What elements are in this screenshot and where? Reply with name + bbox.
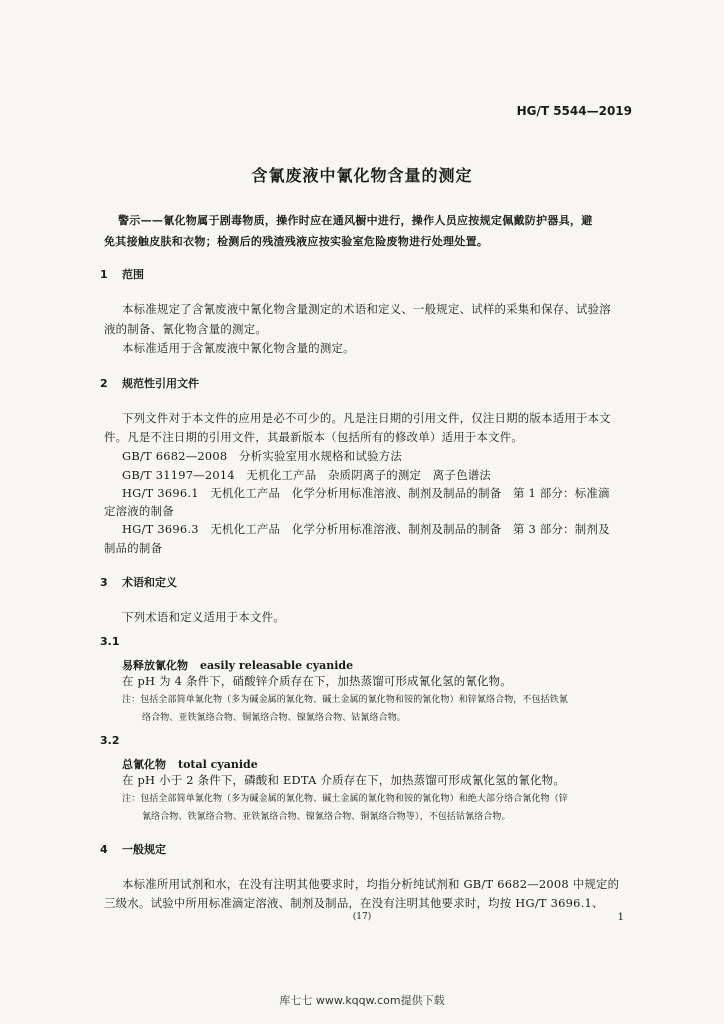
paragraph-line: 液的制备、氰化物含量的测定。 bbox=[104, 322, 267, 336]
section-title: 范围 bbox=[122, 268, 144, 281]
term-definition: 在 pH 为 4 条件下，硝酸锌介质存在下，加热蒸馏可形成氰化氢的氰化物。 bbox=[122, 674, 512, 688]
section-title: 规范性引用文件 bbox=[122, 377, 199, 390]
clause-number-3-2: 3.2 bbox=[100, 734, 120, 747]
paragraph-line: 件。凡是不注日期的引用文件，其最新版本（包括所有的修改单）适用于本文件。 bbox=[104, 430, 524, 444]
term-note: 注：包括全部简单氰化物（多为碱金属的氰化物、碱土金属的氰化物和铵的氰化物）和锌氰络合物，不包括铁氰 bbox=[122, 695, 568, 705]
term-3-1 bbox=[122, 657, 353, 673]
reference-item: HG/T 3696.1 无机化工产品 化学分析用标准溶液、制剂及制品的制备 第 1 部分：标准滴 bbox=[122, 486, 610, 500]
section-number: 2 bbox=[100, 377, 108, 390]
page-title: 含氰废液中氰化物含量的测定 bbox=[251, 166, 473, 185]
term-en: total cyanide bbox=[178, 758, 258, 771]
term-cn: 易释放氰化物 bbox=[122, 659, 188, 672]
term-en: easily releasable cyanide bbox=[200, 659, 354, 672]
paragraph-line: 本标准适用于含氰废液中氰化物含量的测定。 bbox=[122, 341, 355, 355]
reference-item: HG/T 3696.3 无机化工产品 化学分析用标准溶液、制剂及制品的制备 第 3 部分：制剂及 bbox=[122, 522, 610, 536]
page-label: (17) bbox=[352, 912, 372, 922]
section-title: 术语和定义 bbox=[122, 576, 177, 589]
warning-line-1: 警示——氰化物属于剧毒物质，操作时应在通风橱中进行，操作人员应按规定佩戴防护器具，避 bbox=[118, 214, 593, 227]
section-3-heading bbox=[100, 574, 177, 590]
section-number: 3 bbox=[100, 576, 108, 589]
reference-item-cont: 定溶液的制备 bbox=[104, 504, 174, 518]
section-1-heading bbox=[100, 266, 144, 282]
paragraph-line: 本标准规定了含氰废液中氰化物含量测定的术语和定义、一般规定、试样的采集和保存、试验溶 bbox=[122, 302, 611, 316]
download-watermark: 库七七 www.kqqw.com提供下载 bbox=[279, 994, 445, 1007]
paragraph-line: 下列文件对于本文件的应用是必不可少的。凡是注日期的引用文件，仅注日期的版本适用于本文 bbox=[122, 411, 611, 425]
warning-line-2: 免其接触皮肤和衣物；检测后的残渣残液应按实验室危险废物进行处理处置。 bbox=[104, 235, 489, 248]
paragraph-line: 三级水。试验中所用标准滴定溶液、制剂及制品，在没有注明其他要求时，均按 HG/T 3696.1、 bbox=[104, 896, 604, 910]
reference-item: GB/T 31197—2014 无机化工产品 杂质阴离子的测定 离子色谱法 bbox=[122, 468, 491, 482]
term-note: 注：包括全部简单氰化物（多为碱金属的氰化物、碱土金属的氰化物和铵的氰化物）和绝大部分络合氰化物（锌 bbox=[122, 794, 568, 804]
term-note-cont: 氰络合物、铁氰络合物、亚铁氰络合物、镍氰络合物、铜氰络合物等），不包括钴氰络合物。 bbox=[142, 812, 511, 822]
reference-item: GB/T 6682—2008 分析实验室用水规格和试验方法 bbox=[122, 449, 403, 463]
clause-number-3-1: 3.1 bbox=[100, 635, 120, 648]
section-4-heading bbox=[100, 841, 166, 857]
term-cn: 总氰化物 bbox=[122, 758, 166, 771]
section-number: 1 bbox=[100, 268, 108, 281]
term-definition: 在 pH 小于 2 条件下，磷酸和 EDTA 介质存在下，加热蒸馏可形成氰化氢的氰化物。 bbox=[122, 773, 565, 787]
section-title: 一般规定 bbox=[122, 843, 166, 856]
page-number: 1 bbox=[617, 912, 624, 923]
paragraph-line: 下列术语和定义适用于本文件。 bbox=[122, 610, 285, 624]
section-2-heading bbox=[100, 375, 199, 391]
standard-number: HG/T 5544—2019 bbox=[516, 104, 632, 118]
term-note-cont: 络合物、亚铁氰络合物、铜氰络合物、镍氰络合物、钴氰络合物。 bbox=[142, 713, 406, 723]
section-number: 4 bbox=[100, 843, 108, 856]
reference-item-cont: 制品的制备 bbox=[104, 541, 163, 555]
term-3-2 bbox=[122, 756, 258, 772]
paragraph-line: 本标准所用试剂和水，在没有注明其他要求时，均指分析纯试剂和 GB/T 6682—2008 中规定的 bbox=[122, 877, 620, 891]
